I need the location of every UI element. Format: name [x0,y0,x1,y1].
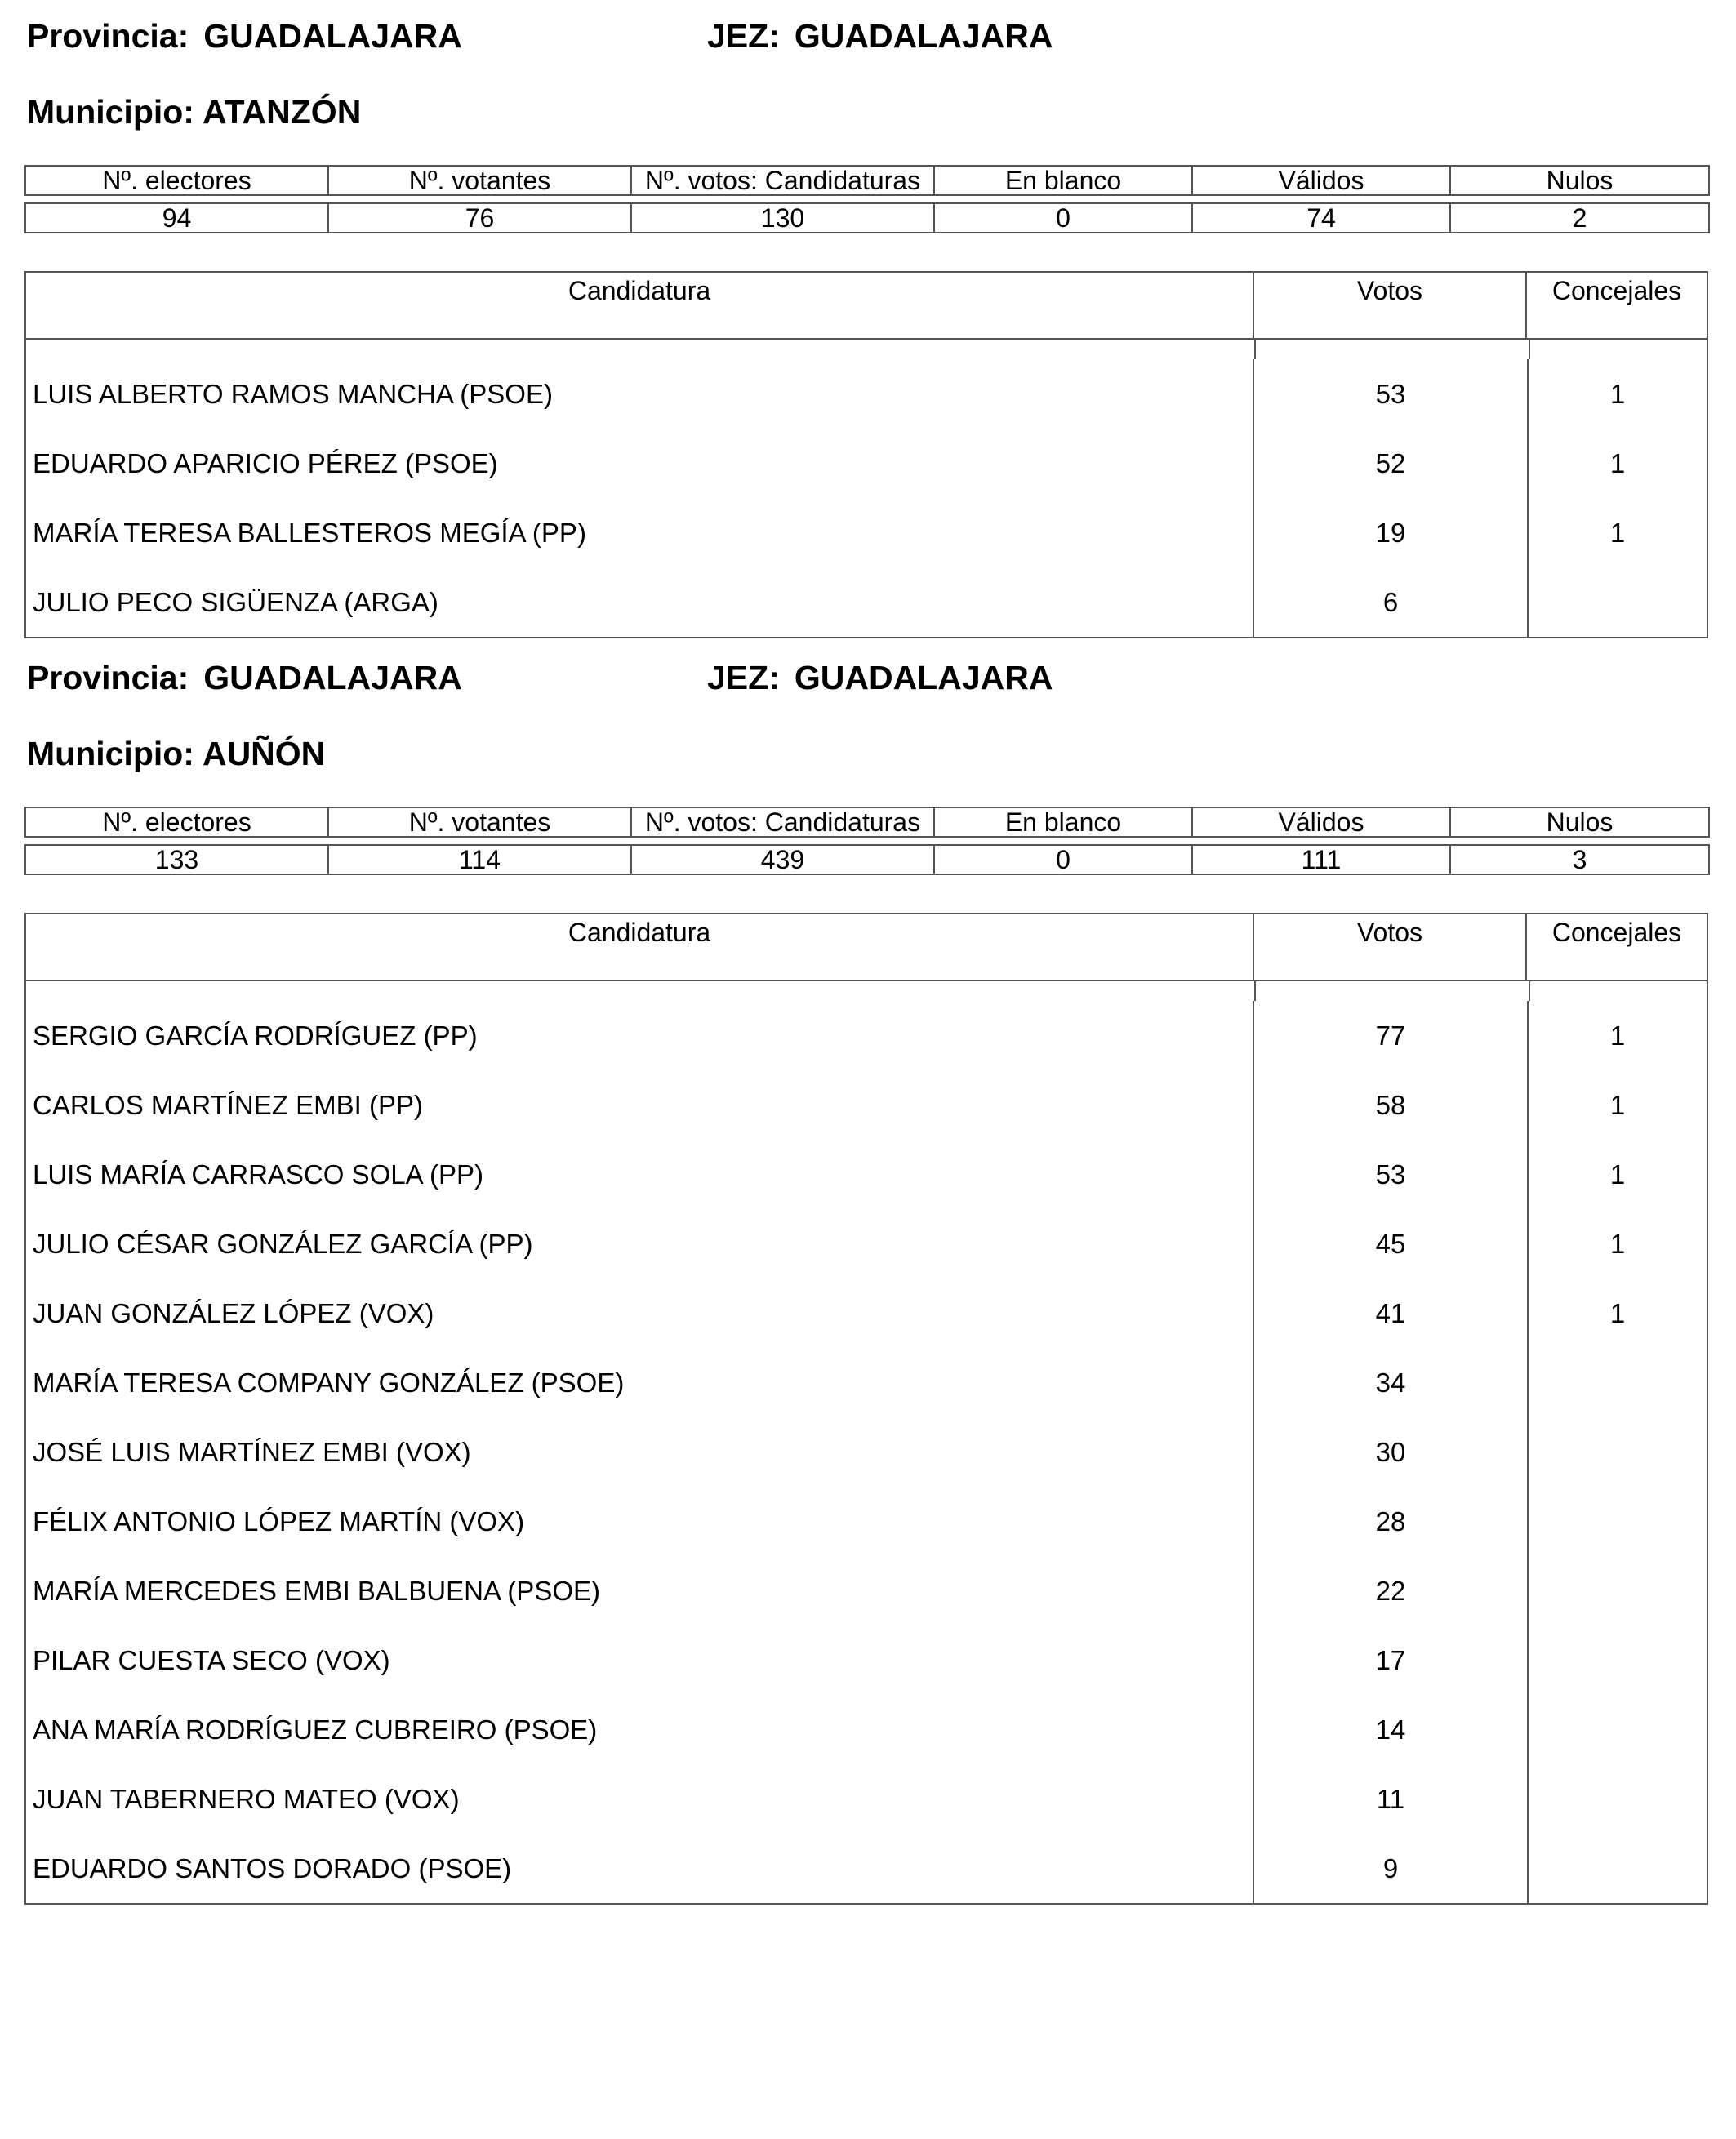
candidates-header-row [26,273,1707,340]
provincia-heading [27,661,462,695]
candidate-votes: 22 [1254,1556,1529,1625]
candidate-name: JOSÉ LUIS MARTÍNEZ EMBI (VOX) [26,1417,1254,1487]
municipio-heading [27,93,362,131]
candidate-votes: 53 [1254,359,1529,429]
candidate-row [26,1834,1707,1903]
candidate-concejales [1529,1695,1707,1764]
municipio-heading [27,737,325,771]
jez-heading [707,661,1053,695]
candidate-concejales: 1 [1609,379,1626,409]
candidate-concejales [1529,567,1707,637]
candidates-header-row [26,914,1707,981]
provincia-label: Provincia: [27,17,189,55]
candidate-concejales [1529,1764,1707,1834]
municipio-value: ATANZÓN [202,93,362,131]
summary-header-electores: Nº. electores [25,807,328,837]
candidate-name: PILAR CUESTA SECO (VOX) [26,1625,1254,1695]
candidate-row [26,1209,1707,1279]
votos-header: Votos [1254,273,1527,338]
candidate-concejales: 1 [1609,1298,1626,1328]
candidate-votes: 9 [1254,1834,1529,1903]
candidates-table [24,271,1708,638]
candidate-name: FÉLIX ANTONIO LÓPEZ MARTÍN (VOX) [26,1487,1254,1556]
jez-heading [707,17,1053,55]
candidate-votes: 28 [1254,1487,1529,1556]
candidate-votes: 53 [1254,1140,1529,1209]
concejales-header: Concejales [1551,918,1682,947]
jez-label: JEZ: [707,17,780,55]
summary-header-validos: Válidos [1192,166,1450,195]
candidate-votes: 34 [1254,1348,1529,1417]
provincia-value: GUADALAJARA [203,17,462,55]
candidate-name: LUIS MARÍA CARRASCO SOLA (PP) [26,1140,1254,1209]
summary-value-votos-candidaturas: 439 [631,845,934,874]
candidatura-header: Candidatura [26,273,1254,338]
candidate-votes: 52 [1254,429,1529,498]
candidate-concejales: 1 [1609,1229,1626,1259]
candidate-concejales [1529,1834,1707,1903]
votos-header: Votos [1254,914,1527,980]
candidate-votes: 41 [1254,1279,1529,1348]
candidate-name: ANA MARÍA RODRÍGUEZ CUBREIRO (PSOE) [26,1695,1254,1764]
municipio-label: Municipio: [27,735,194,772]
summary-value-nulos: 3 [1450,845,1709,874]
candidate-row [26,1417,1707,1487]
candidate-row [26,567,1707,637]
candidate-row [26,498,1707,567]
candidates-table [24,913,1708,1905]
candidate-name: MARÍA TERESA COMPANY GONZÁLEZ (PSOE) [26,1348,1254,1417]
summary-value-en-blanco: 0 [934,203,1192,233]
summary-value-votantes: 114 [328,845,631,874]
municipio-value: AUÑÓN [202,735,326,772]
summary-header-votantes: Nº. votantes [328,807,631,837]
candidate-name: JULIO CÉSAR GONZÁLEZ GARCÍA (PP) [26,1209,1254,1279]
summary-header-electores: Nº. electores [25,166,328,195]
summary-table [24,807,1710,875]
summary-header-nulos: Nulos [1450,166,1709,195]
summary-value-en-blanco: 0 [934,845,1192,874]
summary-header-en-blanco: En blanco [934,807,1192,837]
candidate-concejales: 1 [1609,1090,1626,1120]
summary-value-validos: 74 [1192,203,1450,233]
candidate-row [26,1695,1707,1764]
candidate-concejales: 1 [1609,518,1626,548]
candidate-name: MARÍA MERCEDES EMBI BALBUENA (PSOE) [26,1556,1254,1625]
candidate-name: JULIO PECO SIGÜENZA (ARGA) [26,567,1254,637]
candidate-concejales: 1 [1609,448,1626,478]
candidate-votes: 30 [1254,1417,1529,1487]
candidate-votes: 58 [1254,1070,1529,1140]
candidate-row [26,1070,1707,1140]
candidate-votes: 17 [1254,1625,1529,1695]
candidate-concejales [1529,1625,1707,1695]
summary-header-nulos: Nulos [1450,807,1709,837]
candidate-row [26,1140,1707,1209]
candidate-name: EDUARDO SANTOS DORADO (PSOE) [26,1834,1254,1903]
candidate-votes: 11 [1254,1764,1529,1834]
candidate-row [26,429,1707,498]
candidate-name: LUIS ALBERTO RAMOS MANCHA (PSOE) [26,359,1254,429]
concejales-header: Concejales [1551,276,1682,305]
candidate-concejales [1529,1417,1707,1487]
municipio-label: Municipio: [27,93,194,131]
candidate-row [26,359,1707,429]
candidate-concejales: 1 [1609,1021,1626,1051]
candidate-row [26,1764,1707,1834]
candidate-name: MARÍA TERESA BALLESTEROS MEGÍA (PP) [26,498,1254,567]
candidate-name: JUAN TABERNERO MATEO (VOX) [26,1764,1254,1834]
candidate-concejales [1529,1348,1707,1417]
candidate-votes: 19 [1254,498,1529,567]
summary-value-votos-candidaturas: 130 [631,203,934,233]
candidate-name: JUAN GONZÁLEZ LÓPEZ (VOX) [26,1279,1254,1348]
candidate-concejales [1529,1487,1707,1556]
candidate-name: EDUARDO APARICIO PÉREZ (PSOE) [26,429,1254,498]
summary-value-validos: 111 [1192,845,1450,874]
candidate-name: SERGIO GARCÍA RODRÍGUEZ (PP) [26,1001,1254,1070]
jez-label: JEZ: [707,659,780,696]
candidate-votes: 77 [1254,1001,1529,1070]
candidate-row [26,1348,1707,1417]
summary-value-nulos: 2 [1450,203,1709,233]
candidate-votes: 14 [1254,1695,1529,1764]
summary-header-row [25,807,1709,837]
candidate-row [26,1279,1707,1348]
candidate-concejales: 1 [1609,1159,1626,1190]
candidate-row [26,1487,1707,1556]
jez-value: GUADALAJARA [794,659,1053,696]
summary-value-row [25,203,1709,233]
summary-header-validos: Válidos [1192,807,1450,837]
jez-value: GUADALAJARA [794,17,1053,55]
provincia-label: Provincia: [27,659,189,696]
summary-header-votantes: Nº. votantes [328,166,631,195]
candidate-votes: 6 [1254,567,1529,637]
candidate-row [26,1556,1707,1625]
candidate-votes: 45 [1254,1209,1529,1279]
summary-value-votantes: 76 [328,203,631,233]
summary-header-row [25,166,1709,195]
summary-value-electores: 133 [25,845,328,874]
candidate-concejales [1529,1556,1707,1625]
summary-value-row [25,845,1709,874]
summary-value-electores: 94 [25,203,328,233]
candidate-name: CARLOS MARTÍNEZ EMBI (PP) [26,1070,1254,1140]
summary-header-en-blanco: En blanco [934,166,1192,195]
provincia-value: GUADALAJARA [203,659,462,696]
candidatura-header: Candidatura [26,914,1254,980]
summary-table [24,165,1710,233]
summary-header-votos-candidaturas: Nº. votos: Candidaturas [631,166,934,195]
candidate-row [26,1001,1707,1070]
candidate-row [26,1625,1707,1695]
summary-header-votos-candidaturas: Nº. votos: Candidaturas [631,807,934,837]
provincia-heading [27,17,462,55]
